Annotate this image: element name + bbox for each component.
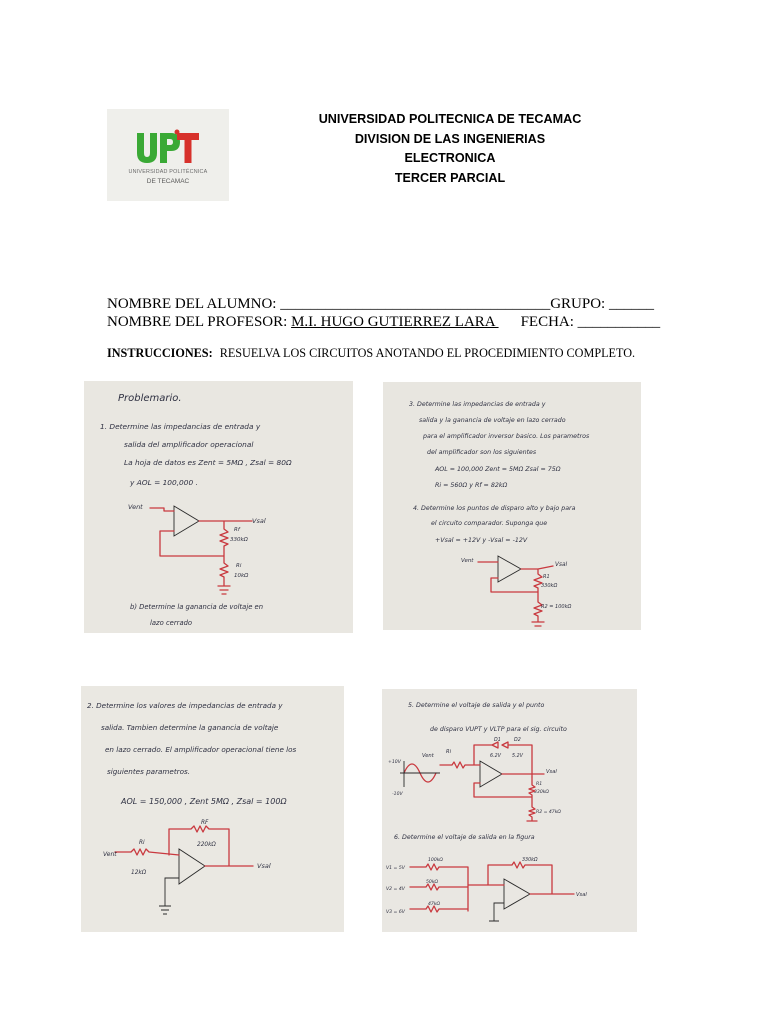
fecha-blank[interactable]: ___________ [577, 314, 661, 330]
instructions-text: RESUELVA LOS CIRCUITOS ANOTANDO EL PROCEDIMIENTO COMPLETO. [219, 346, 636, 360]
p1-line4: y AOL = 100,000 . [130, 478, 198, 487]
p1-vsal: Vsal [252, 517, 266, 525]
p1-line1: 1. Determine las impedancias de entrada y [100, 422, 261, 431]
p2-line7: 4. Determine los puntos de disparo alto y bajo para [413, 505, 576, 512]
header-division: DIVISION DE LAS INGENIERIAS [354, 131, 546, 146]
p2-vent: Vent [461, 558, 474, 564]
p2-line8: el circuito comparador. Suponga que [431, 520, 548, 527]
p2-line3: para el amplificador inversor basico. Los parametros [423, 433, 590, 440]
p3-rf: RF [201, 820, 209, 826]
p4-rb: 50kΩ [426, 880, 439, 885]
profesor-name: M.I. HUGO GUTIERREZ LARA [291, 314, 499, 330]
p1-b-line1: b) Determine la ganancia de voltaje en [130, 603, 264, 611]
document-header [300, 110, 600, 188]
instructions-label: INSTRUCCIONES: [107, 346, 213, 360]
p2-r2: R2 = 100kΩ [541, 604, 572, 610]
p4-d1: D1 [494, 738, 501, 743]
problem-photo-3 [81, 686, 344, 932]
p3-ri: Ri [139, 840, 145, 846]
p3-line2: salida. Tambien determine la ganancia de voltaje [101, 723, 279, 732]
p2-line5: AOL = 100,000 Zent = 5MΩ Zsal = 75Ω [435, 466, 561, 473]
p4-vsal: Vsal [546, 769, 557, 775]
p2-vsal: Vsal [555, 562, 568, 568]
p2-line2: salida y la ganancia de voltaje en lazo cerrado [419, 417, 566, 424]
p2-line9: +Vsal = +12V y -Vsal = -12V [435, 537, 528, 544]
p1-line2: salida del amplificador operacional [124, 440, 254, 449]
p2-line4: del amplificador son los siguientes [427, 449, 537, 456]
p4-line3: 6. Determine el voltaje de salida en la figura [394, 834, 535, 841]
header-exam: TERCER PARCIAL [394, 170, 506, 185]
p2-r1: R1 [543, 574, 550, 580]
p4-r1: R1 [536, 782, 543, 787]
student-fields [107, 295, 667, 331]
p4-line1: 5. Determine el voltaje de salida y el punto [408, 702, 545, 709]
alumno-label: NOMBRE DEL ALUMNO: [107, 296, 281, 312]
whiteboard-1 [84, 381, 353, 633]
header-program: ELECTRONICA [404, 151, 496, 165]
p4-z1: 6.2V [490, 754, 501, 759]
p4-rf: 330kΩ [522, 858, 538, 863]
profesor-label: NOMBRE DEL PROFESOR: [107, 314, 292, 330]
p2-r1-val: 330kΩ [541, 583, 558, 589]
p1-rf: Rf [234, 527, 240, 533]
header-university: UNIVERSIDAD POLITECNICA DE TECAMAC [318, 112, 582, 126]
p1-line3: La hoja de datos es Zent = 5MΩ , Zsal = 80Ω [124, 458, 292, 467]
p3-ri-val: 12kΩ [131, 870, 147, 876]
p3-line5: AOL = 150,000 , Zent 5MΩ , Zsal = 100Ω [121, 797, 287, 806]
problem-photo-2 [383, 382, 641, 630]
p4-v1: V1 = 5V [386, 866, 405, 871]
row-profesor [107, 313, 667, 331]
upt-logo-mark [135, 129, 201, 167]
p3-line3: en lazo cerrado. El amplificador operacional tiene los [105, 745, 297, 754]
grupo-blank[interactable]: ______ [608, 296, 654, 312]
p3-rf-val: 220kΩ [197, 842, 216, 848]
p3-line4: siguientes parametros. [107, 767, 191, 776]
p4-vsal2: Vsal [576, 892, 587, 898]
logo-subtitle-1: UNIVERSIDAD POLITÉCNICA [128, 169, 208, 175]
p1-b-line2: lazo cerrado [150, 619, 193, 627]
p4-d2: D2 [514, 738, 521, 743]
p1-ri: Ri [236, 563, 242, 569]
p4-line2: de disparo VUPT y VLTP para el sig. circuito [430, 726, 567, 733]
p3-vent: Vent [103, 851, 117, 858]
p4-ri: Ri [446, 749, 452, 755]
p4-r2: R2 = 47kΩ [536, 810, 561, 815]
p2-line6: Ri = 560Ω y Rf = 82kΩ [435, 482, 508, 489]
problem-photo-1 [84, 381, 353, 633]
whiteboard-2 [383, 382, 641, 630]
p2-line1: 3. Determine las impedancias de entrada y [409, 401, 546, 408]
p4-rc: 47kΩ [428, 902, 441, 907]
alumno-blank[interactable]: ____________________________________ [280, 296, 551, 312]
p1-rf-val: 330kΩ [230, 537, 248, 543]
p3-vsal: Vsal [257, 862, 271, 870]
p4-vent: Vent [422, 753, 434, 759]
whiteboard-4 [382, 689, 637, 932]
row-alumno [107, 295, 667, 313]
p4-ra: 100kΩ [428, 858, 443, 863]
p4-vpos: +10V [388, 760, 401, 765]
logo-subtitle-2: DE TECAMAC [146, 178, 190, 185]
p4-z2: 5.2V [512, 754, 523, 759]
instructions [107, 346, 635, 361]
grupo-label: GRUPO: [550, 296, 609, 312]
p1-vent: Vent [128, 503, 143, 511]
p4-v2: V2 = 4V [386, 887, 405, 892]
p1-title: Problemario. [118, 393, 182, 404]
fecha-label: FECHA: [520, 314, 578, 330]
p1-ri-val: 10kΩ [234, 573, 249, 579]
university-logo [107, 109, 229, 201]
whiteboard-3 [81, 686, 344, 932]
p4-vneg: -10V [392, 792, 403, 797]
p3-line1: 2. Determine los valores de impedancias de entrada y [87, 701, 283, 710]
problem-photo-4 [382, 689, 637, 932]
p4-v3: V3 = 6V [386, 910, 405, 915]
p4-r1-val: 330kΩ [534, 790, 549, 795]
